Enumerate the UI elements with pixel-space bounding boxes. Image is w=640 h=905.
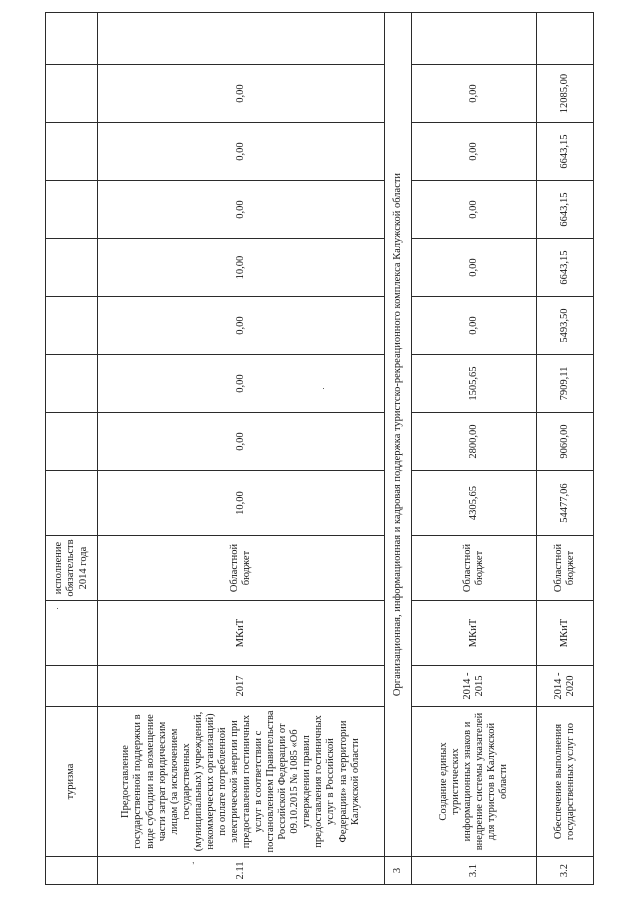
cell-value: 0,00 [98,181,385,239]
cell-value [46,413,98,471]
cell-value: 0,00 [98,413,385,471]
cell-num: 3.2 [537,857,594,885]
cell-value: 1505,65 [412,355,537,413]
table-row [46,13,98,885]
cell-period [46,666,98,707]
cell-value [46,65,98,123]
cell-value [46,239,98,297]
cell-value [46,123,98,181]
scan-speck: · [56,603,59,613]
section-title: Организационная, информационная и кадровая поддержка туристско-рекреационного комплекса Калужской области [385,13,412,857]
cell-value: 0,00 [98,355,385,413]
cell-value: 6643,15 [537,181,594,239]
cell-period: 2017 [98,666,385,707]
cell-value [46,471,98,536]
cell-executor: МКиТ [412,601,537,666]
cell-value [46,297,98,355]
cell-name: Обеспечение выполнения государственных услуг по [537,707,594,857]
cell-executor: МКиТ [537,601,594,666]
cell-value: 0,00 [412,65,537,123]
cell-value: 0,00 [412,239,537,297]
cell-value: 5493,50 [537,297,594,355]
cell-value [46,355,98,413]
cell-value: 0,00 [412,181,537,239]
cell-period: 2014 - 2015 [412,666,537,707]
cell-value: 9060,00 [537,413,594,471]
cell-source: Областной бюджет [537,536,594,601]
cell-value: 2800,00 [412,413,537,471]
table-row [98,13,385,885]
rotated-page [45,13,593,885]
cell-value: 0,00 [412,297,537,355]
cell-value: 10,00 [98,471,385,536]
section-row [385,13,412,885]
section-num: 3 [385,857,412,885]
scan-speck: · [322,383,325,393]
cell-executor [46,601,98,666]
cell-num: 3.1 [412,857,537,885]
cell-source: Областной бюджет [412,536,537,601]
cell-value: 54477,06 [537,471,594,536]
cell-name: Предоставление государственной поддержки в виде субсидии на возмещение части затрат юридическим лицам (за исключением государственных (муниципальных) учреждений, некоммерческих организаций) по оплате потребленной электрической энергии при предоставлении гостиничных услуг в соответствии с постановлением Правительства Российской Федерации от 09.10.2015 № 1085 «Об утверждении правил предоставления гостиничных услуг в Российской Федерации» на территории Калужской области [98,707,385,857]
cell-value: 4305,65 [412,471,537,536]
cell-value: 12085,00 [537,65,594,123]
cell-name: Создание единых туристических информационных знаков и внедрение системы указателей для туристов в Калужской области [412,707,537,857]
cell-value [46,13,98,65]
cell-value: 6643,15 [537,123,594,181]
cell-value: 6643,15 [537,239,594,297]
cell-value: 0,00 [98,123,385,181]
cell-value: 0,00 [98,297,385,355]
cell-value: 0,00 [98,65,385,123]
budget-table [45,12,594,885]
cell-value: 0,00 [412,123,537,181]
cell-value: 10,00 [98,239,385,297]
table-row [412,13,537,885]
cell-value [412,13,537,65]
table-row [537,13,594,885]
cell-source: Областной бюджет [98,536,385,601]
cell-source: исполнение обязательств 2014 года [46,536,98,601]
cell-value [46,181,98,239]
scan-speck: , [192,855,195,865]
cell-value: 7909,11 [537,355,594,413]
cell-value [98,13,385,65]
cell-num [46,857,98,885]
cell-num: 2.11 [98,857,385,885]
cell-period: 2014 - 2020 [537,666,594,707]
cell-name: туризма [46,707,98,857]
cell-value [537,13,594,65]
cell-executor: МКиТ [98,601,385,666]
